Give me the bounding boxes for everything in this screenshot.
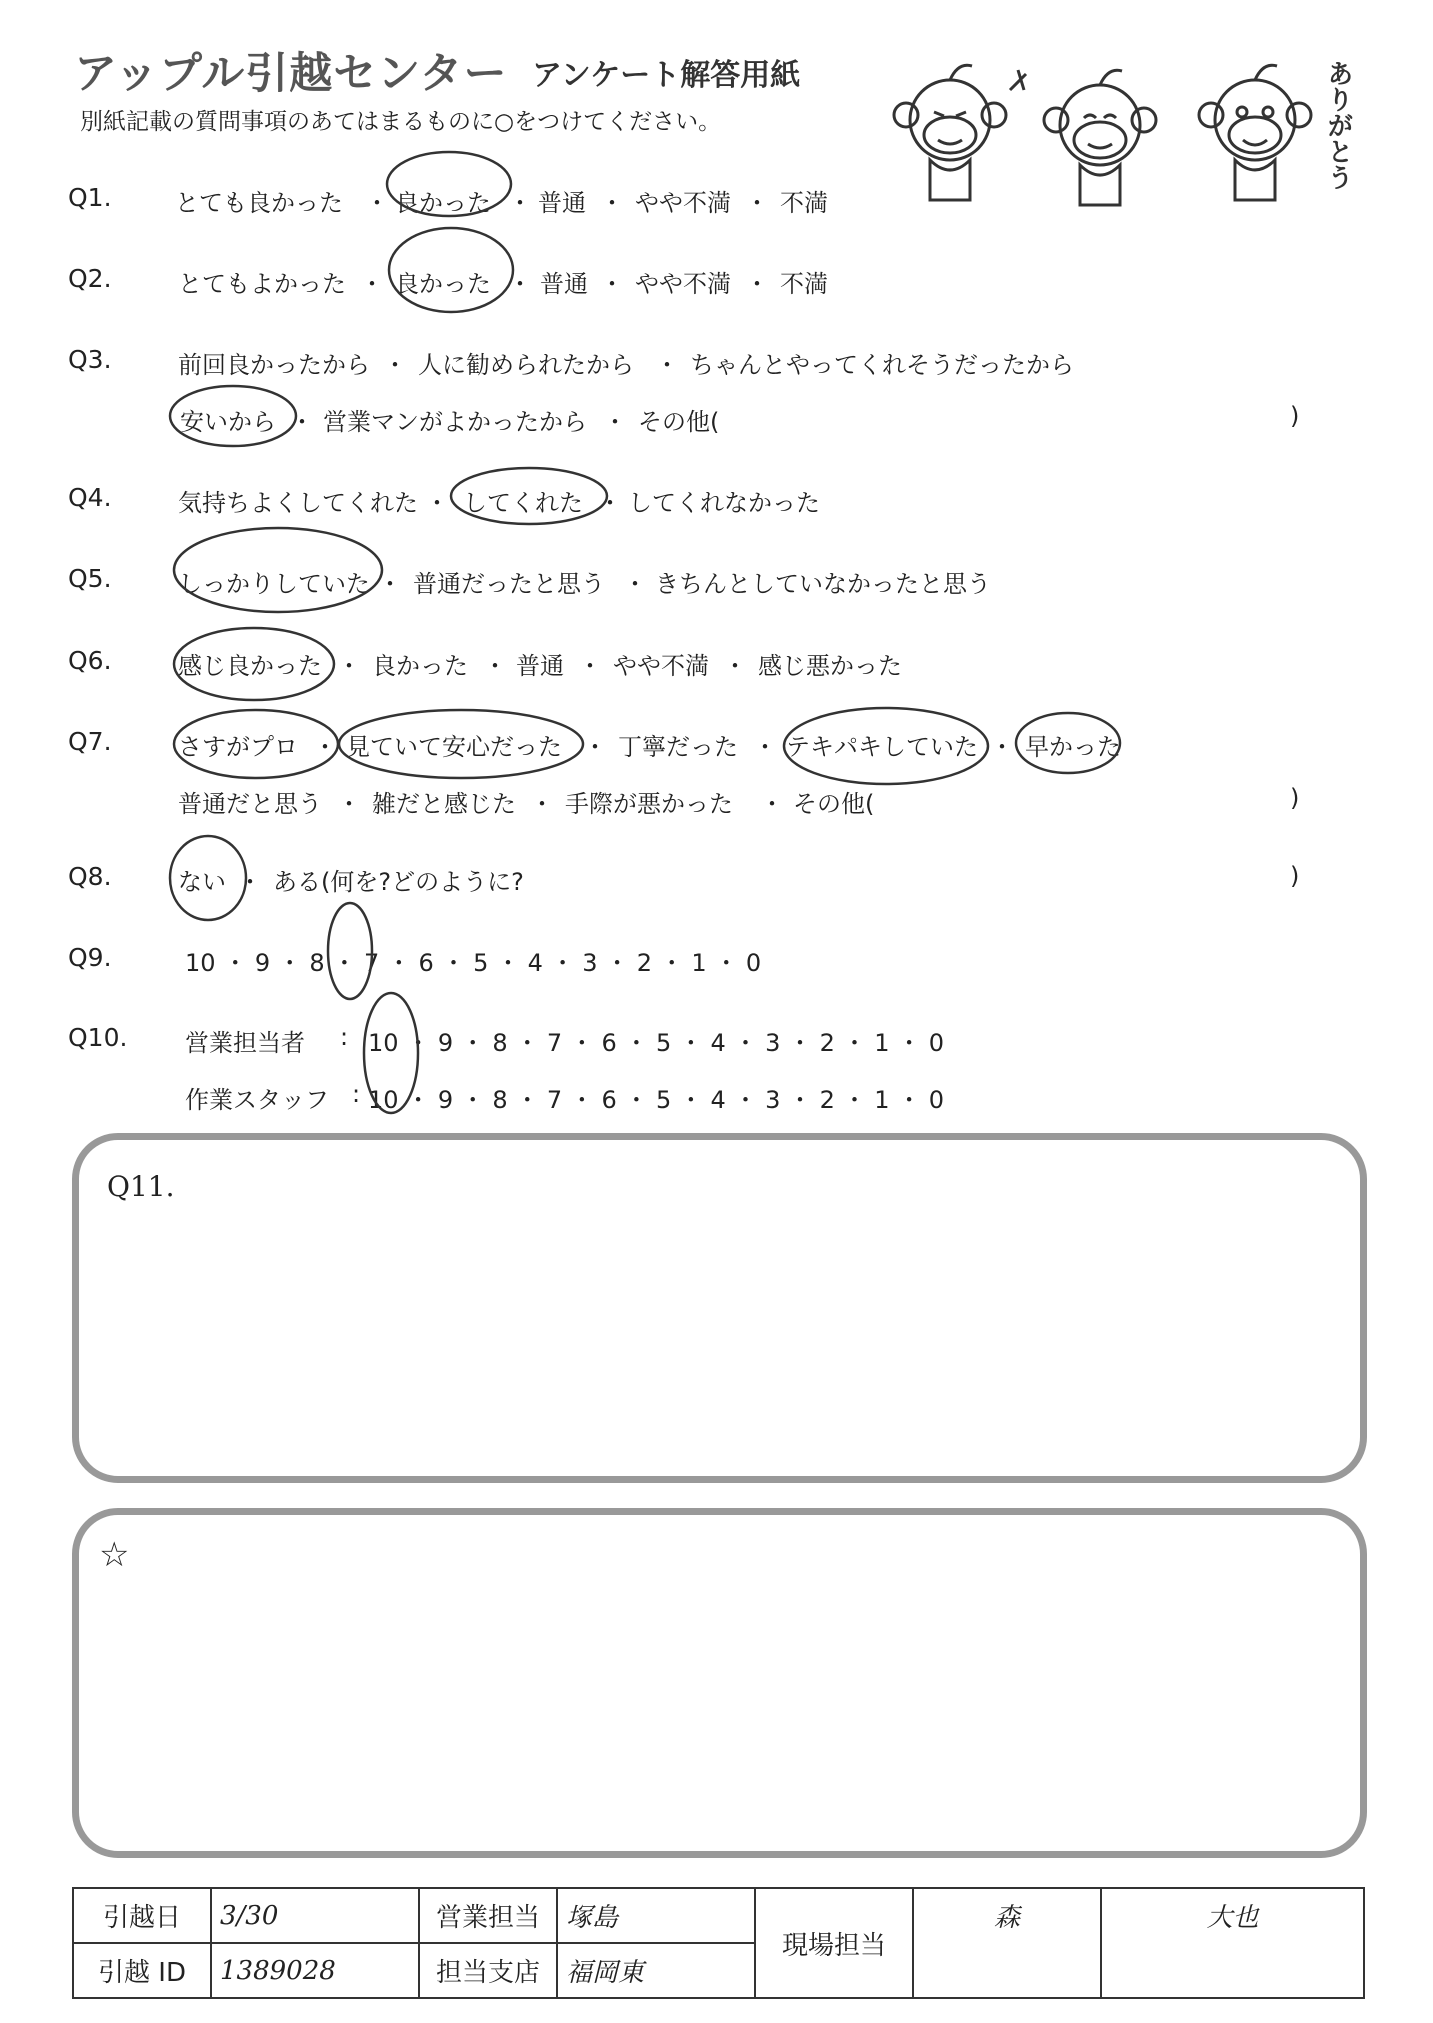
- q7-option-9[interactable]: その他(: [793, 790, 875, 818]
- separator-dot: ・: [223, 949, 255, 977]
- separator-dot: ・: [562, 1029, 602, 1057]
- separator-dot: ・: [360, 270, 384, 298]
- q2-option-1[interactable]: とてもよかった: [178, 270, 346, 298]
- separator-dot: ・: [583, 733, 607, 761]
- q10-sales-scale-7[interactable]: 7: [546, 1029, 563, 1057]
- site-rep-value-2[interactable]: 大也: [1101, 1888, 1364, 1998]
- separator-dot: ・: [386, 949, 419, 977]
- q2-option-5[interactable]: 不満: [780, 270, 828, 298]
- separator-dot: ・: [834, 1086, 875, 1114]
- q9-scale-7[interactable]: 7: [363, 949, 380, 977]
- separator-dot: ・: [337, 790, 361, 818]
- separator-dot: ・: [659, 949, 692, 977]
- q11-comment-box[interactable]: [72, 1133, 1367, 1483]
- separator-dot: ・: [508, 189, 532, 217]
- q1-option-3[interactable]: 普通: [538, 189, 586, 217]
- q5-option-3[interactable]: きちんとしていなかったと思う: [655, 570, 991, 598]
- separator-dot: ・: [780, 1086, 820, 1114]
- separator-dot: ・: [616, 1029, 656, 1057]
- q10-staff-label: 作業スタッフ: [185, 1086, 329, 1114]
- q10-sales-scale-8[interactable]: 8: [492, 1029, 508, 1057]
- q10-staff-scale-8[interactable]: 8: [492, 1086, 508, 1114]
- q2-option-4[interactable]: やや不満: [635, 270, 731, 298]
- monkey-mascot-1-icon: [894, 65, 1006, 200]
- separator-dot: ・: [378, 570, 402, 598]
- q9-label: Q9.: [68, 943, 112, 972]
- separator-dot: ・: [714, 949, 746, 977]
- q4-option-2[interactable]: してくれた: [463, 489, 583, 517]
- sales-rep-label: 営業担当: [419, 1888, 557, 1943]
- separator-dot: ・: [745, 270, 769, 298]
- separator-dot: ・: [398, 1029, 438, 1057]
- q6-option-1[interactable]: 感じ良かった: [178, 652, 322, 680]
- q5-label: Q5.: [68, 564, 112, 593]
- move-date-label: 引越日: [73, 1888, 211, 1943]
- q9-scale-4[interactable]: 4: [527, 949, 543, 977]
- separator-dot: ・: [623, 570, 647, 598]
- separator-dot: ・: [507, 1086, 547, 1114]
- q7-circle-mark-4: [1010, 705, 1130, 785]
- separator-dot: ・: [745, 189, 769, 217]
- q10-staff-scale-2[interactable]: 2: [819, 1086, 835, 1114]
- thanks-text: ありがとう: [1323, 60, 1353, 190]
- q10-sales-scale-4[interactable]: 4: [710, 1029, 726, 1057]
- move-id-label: 引越 ID: [73, 1943, 211, 1998]
- q6-circle-mark: [168, 620, 343, 710]
- q9-scale-9[interactable]: 9: [254, 949, 271, 977]
- separator-dot: ・: [671, 1029, 711, 1057]
- separator-dot: ・: [889, 1086, 929, 1114]
- q2-option-3[interactable]: 普通: [540, 270, 588, 298]
- separator-dot: ・: [425, 489, 449, 517]
- q7-option-5[interactable]: 早かった: [1025, 733, 1121, 761]
- sales-rep-value[interactable]: 塚島: [557, 1888, 755, 1943]
- q10-staff-scale-10[interactable]: 10: [368, 1086, 399, 1114]
- separator-dot: ・: [453, 1029, 493, 1057]
- star-comment-box[interactable]: [72, 1508, 1367, 1858]
- q1-circle-mark: [383, 140, 518, 220]
- separator-dot: ・: [834, 1029, 875, 1057]
- separator-dot: ・: [238, 868, 262, 896]
- q9-scale-1[interactable]: 1: [691, 949, 707, 977]
- q2-circle-mark: [385, 220, 520, 320]
- q10-sales-scale-10[interactable]: 10: [368, 1029, 399, 1057]
- mascot-illustration: [890, 50, 1340, 220]
- separator-dot: ・: [600, 270, 624, 298]
- q9-scale-3[interactable]: 3: [582, 949, 598, 977]
- q1-option-2[interactable]: 良かった: [395, 189, 491, 217]
- q10-sales-scale-6[interactable]: 6: [601, 1029, 617, 1057]
- q4-option-1[interactable]: 気持ちよくしてくれた: [178, 489, 418, 517]
- separator-dot: ・: [753, 733, 777, 761]
- monkey-mascot-3-icon: [1199, 65, 1311, 200]
- q4-option-3[interactable]: してくれなかった: [628, 489, 820, 517]
- separator-dot: ・: [889, 1029, 929, 1057]
- q10-staff-scale-9[interactable]: 9: [437, 1086, 454, 1114]
- q2-option-2[interactable]: 良かった: [395, 270, 491, 298]
- q1-label: Q1.: [68, 183, 112, 212]
- q10-staff-scale-5[interactable]: 5: [656, 1086, 672, 1114]
- q3-option-2[interactable]: 人に勧められたから: [418, 351, 634, 379]
- q10-sales-scale-0[interactable]: 0: [928, 1029, 945, 1057]
- q6-option-3[interactable]: 普通: [516, 652, 564, 680]
- q7-close-paren: ): [1290, 784, 1300, 812]
- q10-staff-colon: :: [352, 1080, 361, 1108]
- q10-sales-scale-1[interactable]: 1: [874, 1029, 890, 1057]
- q10-staff-scale-1[interactable]: 1: [874, 1086, 890, 1114]
- move-id-value[interactable]: 1389028: [211, 1943, 419, 1998]
- separator-dot: ・: [277, 949, 310, 977]
- separator-dot: ・: [365, 189, 389, 217]
- q8-label: Q8.: [68, 862, 112, 891]
- separator-dot: ・: [725, 1029, 766, 1057]
- branch-label: 担当支店: [419, 1943, 557, 1998]
- q7-option-8[interactable]: 手際が悪かった: [565, 790, 733, 818]
- q10-sales-scale-3[interactable]: 3: [765, 1029, 781, 1057]
- q9-scale-10[interactable]: 10: [185, 949, 216, 977]
- monkey-mascot-2-icon: [1010, 70, 1156, 205]
- q10-sales-scale-9[interactable]: 9: [437, 1029, 454, 1057]
- q8-close-paren: ): [1290, 862, 1300, 890]
- q2-label: Q2.: [68, 264, 112, 293]
- q10-staff-scale-3[interactable]: 3: [765, 1086, 781, 1114]
- q7-option-1[interactable]: さすがプロ: [178, 733, 298, 761]
- separator-dot: ・: [383, 351, 407, 379]
- q9-scale-2[interactable]: 2: [636, 949, 653, 977]
- q9-scale-6[interactable]: 6: [418, 949, 434, 977]
- q10-staff-scale[interactable]: [368, 1080, 944, 1115]
- separator-dot: ・: [578, 652, 602, 680]
- q1-option-5[interactable]: 不満: [780, 189, 828, 217]
- q5-option-1[interactable]: しっかりしていた: [178, 570, 370, 598]
- q7-circle-mark-2: [333, 700, 593, 790]
- survey-company-title: アップル引越センター: [74, 49, 508, 99]
- star-box-label: ☆: [99, 1535, 130, 1575]
- separator-dot: ・: [616, 1086, 656, 1114]
- separator-dot: ・: [990, 733, 1014, 761]
- q3-option-1[interactable]: 前回良かったから: [178, 351, 370, 379]
- instruction-text: 別紙記載の質問事項のあてはまるものに○をつけてください。: [80, 109, 722, 135]
- q9-scale-5[interactable]: 5: [473, 949, 489, 977]
- survey-form-subtitle: アンケート解答用紙: [532, 58, 801, 93]
- q3-label: Q3.: [68, 345, 112, 374]
- separator-dot: ・: [507, 1029, 547, 1057]
- q3-close-paren: ): [1290, 402, 1300, 430]
- separator-dot: ・: [290, 408, 314, 436]
- separator-dot: ・: [598, 489, 622, 517]
- separator-dot: ・: [453, 1086, 493, 1114]
- separator-dot: ・: [441, 949, 474, 977]
- q10-staff-scale-4[interactable]: 4: [710, 1086, 726, 1114]
- site-rep-label: 現場担当: [755, 1888, 913, 1998]
- q10-sales-scale-2[interactable]: 2: [819, 1029, 835, 1057]
- separator-dot: ・: [313, 733, 337, 761]
- q10-staff-scale-0[interactable]: 0: [928, 1086, 945, 1114]
- q3-option-3[interactable]: ちゃんとやってくれそうだったから: [690, 351, 1074, 379]
- q7-option-3[interactable]: 丁寧だった: [618, 733, 738, 761]
- q8-circle-mark: [162, 830, 257, 925]
- separator-dot: ・: [530, 790, 554, 818]
- q3-option-6[interactable]: その他(: [638, 408, 720, 436]
- q1-option-1[interactable]: とても良かった: [175, 189, 343, 217]
- q10-staff-scale-6[interactable]: 6: [601, 1086, 617, 1114]
- separator-dot: ・: [671, 1086, 711, 1114]
- q8-option-2[interactable]: ある(何を?どのように?: [273, 868, 524, 896]
- q7-label: Q7.: [68, 727, 112, 756]
- q10-label: Q10.: [68, 1023, 128, 1052]
- separator-dot: ・: [780, 1029, 820, 1057]
- q6-option-5[interactable]: 感じ悪かった: [758, 652, 902, 680]
- move-date-value[interactable]: 3/30: [211, 1888, 419, 1943]
- separator-dot: ・: [337, 652, 361, 680]
- q10-sales-label: 営業担当者: [185, 1029, 305, 1057]
- footer-info-table: [72, 1887, 1365, 1999]
- q7-option-2[interactable]: 見ていて安心だった: [346, 733, 562, 761]
- branch-value[interactable]: 福岡東: [557, 1943, 755, 1998]
- separator-dot: ・: [600, 189, 624, 217]
- separator-dot: ・: [562, 1086, 602, 1114]
- q11-box-label: Q11.: [107, 1170, 175, 1203]
- q3-option-5[interactable]: 営業マンがよかったから: [323, 408, 587, 436]
- separator-dot: ・: [655, 351, 679, 379]
- separator-dot: ・: [496, 949, 528, 977]
- q3-option-4[interactable]: 安いから: [180, 408, 276, 436]
- q6-option-4[interactable]: やや不満: [613, 652, 709, 680]
- q6-option-2[interactable]: 良かった: [372, 652, 468, 680]
- separator-dot: ・: [725, 1086, 766, 1114]
- q10-circle-mark: [357, 985, 427, 1120]
- separator-dot: ・: [483, 652, 507, 680]
- q7-circle-mark-1: [168, 700, 348, 790]
- separator-dot: ・: [723, 652, 747, 680]
- q9-scale-8[interactable]: 8: [309, 949, 325, 977]
- q10-sales-scale[interactable]: [368, 1023, 944, 1058]
- q10-sales-scale-5[interactable]: 5: [656, 1029, 672, 1057]
- q10-sales-colon: :: [340, 1023, 349, 1051]
- site-rep-value-1[interactable]: 森: [913, 1888, 1101, 1998]
- q6-label: Q6.: [68, 646, 112, 675]
- q4-circle-mark: [445, 462, 615, 532]
- separator-dot: ・: [605, 949, 637, 977]
- q9-scale[interactable]: [185, 943, 761, 978]
- separator-dot: ・: [508, 270, 532, 298]
- q9-scale-0[interactable]: 0: [745, 949, 762, 977]
- q7-circle-mark-3: [778, 700, 998, 795]
- q10-staff-scale-7[interactable]: 7: [546, 1086, 563, 1114]
- q8-option-1[interactable]: ない: [178, 868, 226, 896]
- separator-dot: ・: [550, 949, 583, 977]
- q7-option-6[interactable]: 普通だと思う: [178, 790, 322, 818]
- separator-dot: ・: [603, 408, 627, 436]
- q5-option-2[interactable]: 普通だったと思う: [413, 570, 605, 598]
- q1-option-4[interactable]: やや不満: [635, 189, 731, 217]
- separator-dot: ・: [398, 1086, 438, 1114]
- separator-dot: ・: [760, 790, 784, 818]
- q5-circle-mark: [168, 518, 393, 618]
- q3-circle-mark: [165, 378, 305, 458]
- separator-dot: ・: [332, 949, 364, 977]
- q7-option-4[interactable]: テキパキしていた: [786, 733, 978, 761]
- q7-option-7[interactable]: 雑だと感じた: [372, 790, 516, 818]
- q4-label: Q4.: [68, 483, 112, 512]
